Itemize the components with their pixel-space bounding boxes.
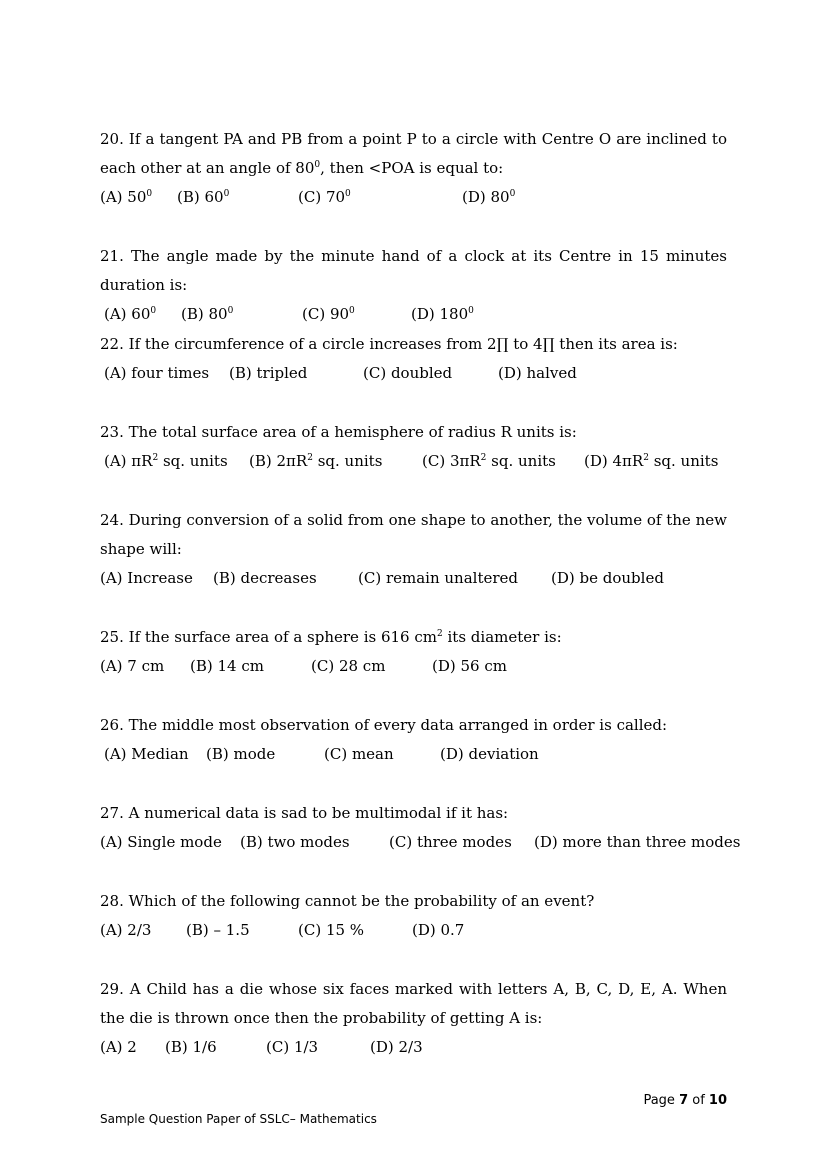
option-c: (C) 1/3: [266, 1038, 319, 1056]
question-22: [100, 330, 727, 388]
options-row: [100, 564, 727, 593]
options-row: [100, 652, 727, 681]
option-d: (D) be doubled: [551, 569, 664, 587]
option-b: (B) mode: [206, 745, 276, 763]
option-d: (D) more than three modes: [534, 833, 741, 851]
question-text: 28. Which of the following cannot be the probability of an event?: [100, 892, 595, 910]
options-row: [100, 828, 741, 857]
option-d: (D) $180^0$: [411, 305, 474, 323]
option-b: (B) – 1.5: [186, 921, 250, 939]
question-text: 24. During conversion of a solid from one shape to another, the volume of the new shape will:: [100, 511, 727, 558]
options-row: [100, 300, 727, 329]
page-number: Page 7 of 10: [643, 1093, 727, 1108]
option-d: (D) 2/3: [370, 1038, 423, 1056]
options-row: [100, 740, 727, 769]
option-a: (A) $\pi R^2$ sq. units: [104, 452, 228, 470]
option-a: (A) 2: [100, 1038, 137, 1056]
option-a: (A) Single mode: [100, 833, 222, 851]
option-d: (D) deviation: [440, 745, 539, 763]
question-text: 23. The total surface area of a hemisphere of radius R units is:: [100, 423, 577, 441]
option-c: (C) three modes: [389, 833, 512, 851]
option-d: (D) 0.7: [412, 921, 465, 939]
question-text: 26. The middle most observation of every data arranged in order is called:: [100, 716, 668, 734]
option-c: (C) remain unaltered: [358, 569, 519, 587]
options-row: [100, 359, 727, 388]
option-d: (D) $4\pi R^2$ sq. units: [584, 452, 719, 470]
option-a: (A) Increase: [100, 569, 193, 587]
option-b: (B) decreases: [213, 569, 317, 587]
option-d: (D) 56 cm: [432, 657, 507, 675]
option-b: (B) tripled: [229, 364, 308, 382]
page-footer: Sample Question Paper of SSLC– Mathematics: [100, 1112, 377, 1126]
option-b: (B) $60^0$: [177, 188, 230, 206]
option-c: (C) $3\pi R^2$ sq. units: [422, 452, 556, 470]
option-a: (A) four times: [104, 364, 210, 382]
option-c: (C) 15 %: [298, 921, 365, 939]
option-b: (B) two modes: [240, 833, 350, 851]
options-row: [100, 916, 727, 945]
question-28: [100, 887, 727, 945]
question-29: [100, 975, 727, 1062]
option-b: (B) 1/6: [165, 1038, 217, 1056]
option-d: (D) $80^0$: [462, 188, 516, 206]
option-a: (A) $50^0$: [100, 188, 153, 206]
option-b: (B) $2\pi R^2$ sq. units: [249, 452, 383, 470]
question-27: [100, 799, 741, 857]
question-text: 29. A Child has a die whose six faces marked with letters A, B, C, D, E, A. When the die is thrown once then the probability of getting A is:: [100, 980, 727, 1027]
option-c: (C) mean: [324, 745, 394, 763]
question-text: 21. The angle made by the minute hand of a clock at its Centre in 15 minutes duration is:: [100, 247, 727, 294]
options-row: [100, 447, 727, 476]
option-c: (C) $70^0$: [298, 188, 351, 206]
option-a: (A) 7 cm: [100, 657, 165, 675]
option-d: (D) halved: [498, 364, 577, 382]
options-row: [100, 1033, 727, 1062]
question-25: [100, 623, 727, 681]
option-c: (C) $90^0$: [302, 305, 355, 323]
question-23: [100, 418, 727, 476]
question-20: [100, 125, 727, 212]
question-24: [100, 506, 727, 593]
option-a: (A) Median: [104, 745, 189, 763]
option-c: (C) doubled: [363, 364, 453, 382]
question-text: 27. A numerical data is sad to be multimodal if it has:: [100, 804, 509, 822]
option-c: (C) 28 cm: [311, 657, 386, 675]
question-26: [100, 711, 727, 769]
options-row: [100, 183, 727, 212]
option-a: (A) $60^0$: [104, 305, 157, 323]
option-b: (B) 14 cm: [190, 657, 264, 675]
question-21: [100, 242, 727, 329]
question-text: 20. If a tangent PA and PB from a point P to a circle with Centre O are inclined to each other at an angle of $80^0$, then <POA is equal to:: [100, 130, 727, 177]
option-b: (B) $80^0$: [181, 305, 234, 323]
question-text: 25. If the surface area of a sphere is 616 $cm^2$ its diameter is:: [100, 628, 562, 646]
option-a: (A) 2/3: [100, 921, 152, 939]
question-text: 22. If the circumference of a circle increases from 2∏ to 4∏ then its area is:: [100, 335, 678, 353]
